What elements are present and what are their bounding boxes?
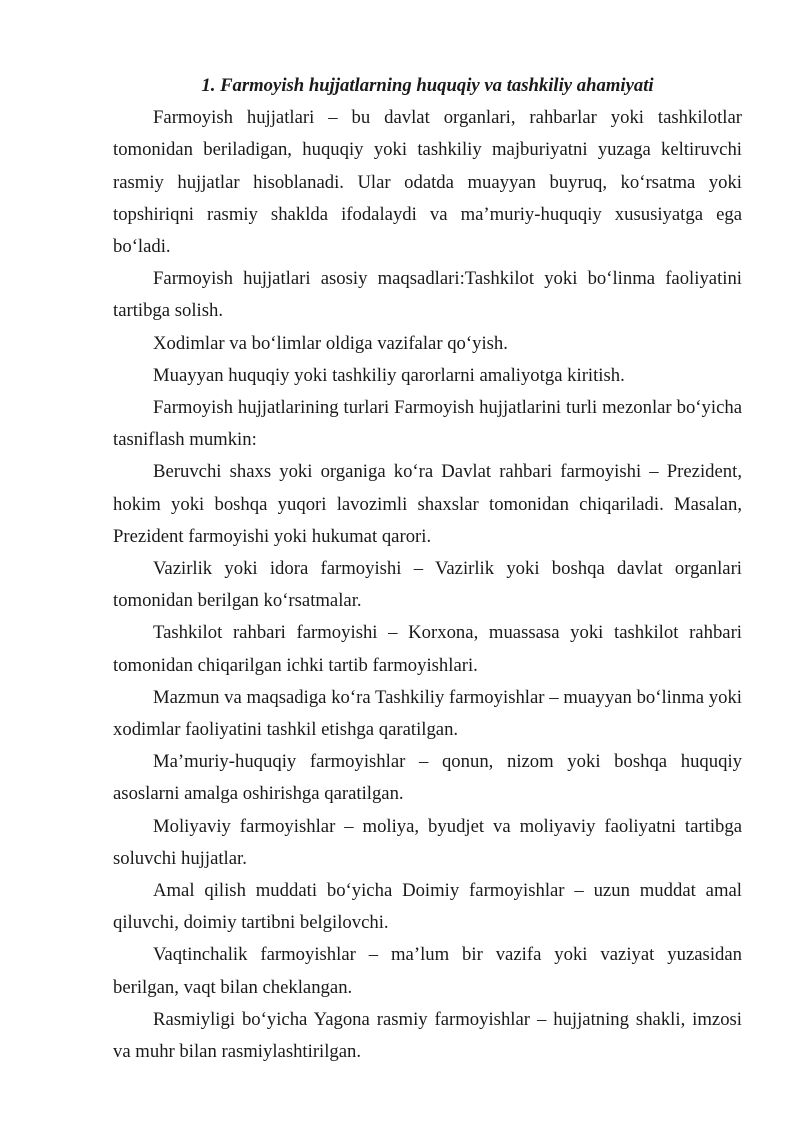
paragraph: Farmoyish hujjatlari asosiy maqsadlari:Tashkilot yoki bo‘linma faoliyatini tartibga solish.: [113, 268, 742, 322]
paragraph: Vaqtinchalik farmoyishlar – ma’lum bir vazifa yoki vaziyat yuzasidan berilgan, vaqt bilan cheklangan.: [113, 944, 742, 998]
paragraph: Ma’muriy-huquqiy farmoyishlar – qonun, nizom yoki boshqa huquqiy asoslarni amalga oshirishga qaratilgan.: [113, 751, 742, 805]
paragraph: Tashkilot rahbari farmoyishi – Korxona, muassasa yoki tashkilot rahbari tomonidan chiqarilgan ichki tartib farmoyishlari.: [113, 622, 742, 676]
paragraph: Moliyaviy farmoyishlar – moliya, byudjet va moliyaviy faoliyatni tartibga soluvchi hujjatlar.: [113, 815, 742, 869]
document-title: 1. Farmoyish hujjatlarning huquqiy va tashkiliy ahamiyati: [201, 75, 654, 96]
document-page: [113, 70, 742, 1068]
paragraph: Farmoyish hujjatlari – bu davlat organlari, rahbarlar yoki tashkilotlar tomonidan beriladigan, huquqiy yoki tashkiliy majburiyatni yuzaga keltiruvchi rasmiy hujjatlar hisoblanadi. Ular odatda muayyan buyruq, ko‘rsatma yoki topshiriqni rasmiy shaklda ifodalaydi va ma’muriy-huquqiy xususiyatga ega bo‘ladi.: [113, 107, 742, 258]
paragraph: Mazmun va maqsadiga ko‘ra Tashkiliy farmoyishlar – muayyan bo‘linma yoki xodimlar faoliyatini tashkil etishga qaratilgan.: [113, 686, 742, 741]
paragraph: Vazirlik yoki idora farmoyishi – Vazirlik yoki boshqa davlat organlari tomonidan berilgan ko‘rsatmalar.: [113, 558, 742, 612]
paragraph: Beruvchi shaxs yoki organiga ko‘ra Davlat rahbari farmoyishi – Prezident, hokim yoki boshqa yuqori lavozimli shaxslar tomonidan chiqariladi. Masalan, Prezident farmoyishi yoki hukumat qarori.: [113, 461, 742, 547]
paragraph: Amal qilish muddati bo‘yicha Doimiy farmoyishlar – uzun muddat amal qiluvchi, doimiy tartibni belgilovchi.: [113, 880, 742, 934]
paragraph: Farmoyish hujjatlarining turlari Farmoyish hujjatlarini turli mezonlar bo‘yicha tasniflash mumkin:: [113, 397, 742, 451]
paragraph: Rasmiyligi bo‘yicha Yagona rasmiy farmoyishlar – hujjatning shakli, imzosi va muhr bilan rasmiylashtirilgan.: [113, 1008, 742, 1063]
paragraph: Muayyan huquqiy yoki tashkiliy qarorlarni amaliyotga kiritish.: [153, 364, 625, 386]
paragraph: Xodimlar va bo‘limlar oldiga vazifalar qo‘yish.: [153, 332, 508, 354]
